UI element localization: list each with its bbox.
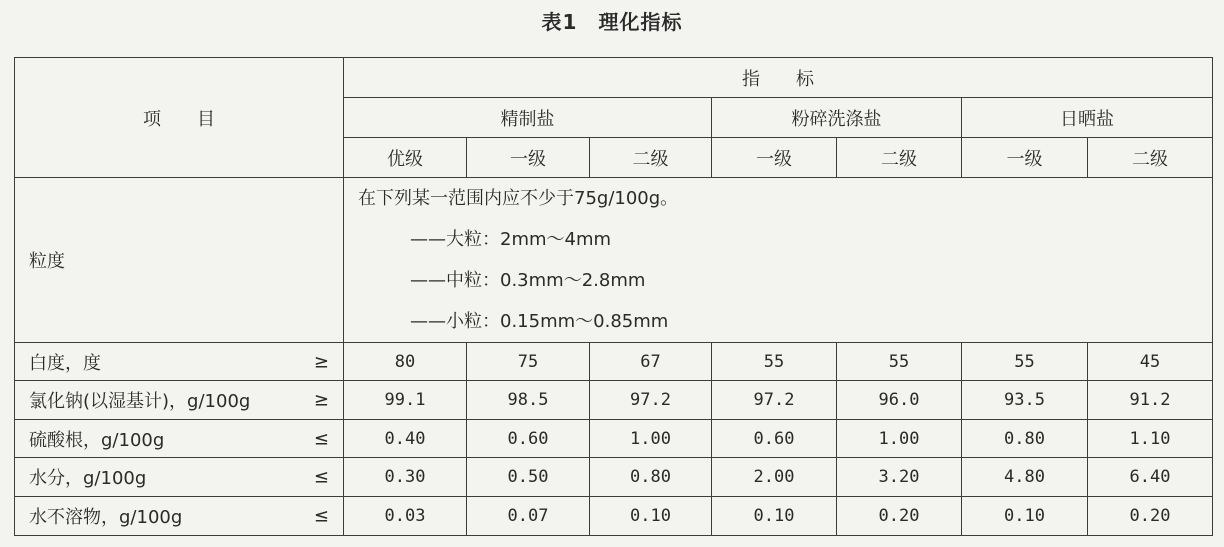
header-item: 项 目 [15, 58, 344, 178]
row-label: 白度，度 [29, 352, 101, 374]
grade-cell: 一级 [962, 138, 1088, 178]
row-label-cell [15, 343, 344, 381]
group-sun-dried-salt: 日晒盐 [962, 98, 1213, 138]
row-label-cell [15, 497, 344, 536]
table-row [15, 343, 1213, 381]
grade-cell: 二级 [590, 138, 712, 178]
table-row [15, 497, 1213, 536]
value-cell: 1.00 [590, 420, 712, 458]
value-cell: 91.2 [1088, 381, 1213, 420]
granularity-line: ——中粒：0.3mm～2.8mm [410, 270, 646, 291]
value-cell: 0.60 [467, 420, 590, 458]
grade-cell: 二级 [837, 138, 962, 178]
table-row [15, 420, 1213, 458]
row-label: 氯化钠(以湿基计)，g/100g [29, 391, 251, 412]
value-cell: 97.2 [712, 381, 837, 420]
value-cell: 0.80 [590, 458, 712, 497]
value-cell: 2.00 [712, 458, 837, 497]
value-cell: 0.80 [962, 420, 1088, 458]
granularity-line: ——小粒：0.15mm～0.85mm [410, 311, 669, 332]
row-label-cell [15, 381, 344, 420]
value-cell: 75 [467, 343, 590, 381]
value-cell: 0.30 [344, 458, 467, 497]
grade-cell: 优级 [344, 138, 467, 178]
value-cell: 1.10 [1088, 420, 1213, 458]
row-label: 水分，g/100g [29, 468, 147, 489]
comparison-symbol: ≥ [313, 389, 329, 411]
value-cell: 0.03 [344, 497, 467, 536]
table-title: 表1 理化指标 [541, 10, 683, 34]
value-cell: 0.20 [837, 497, 962, 536]
value-cell: 97.2 [590, 381, 712, 420]
comparison-symbol: ≤ [313, 505, 329, 527]
value-cell: 3.20 [837, 458, 962, 497]
value-cell: 6.40 [1088, 458, 1213, 497]
grade-cell: 一级 [712, 138, 837, 178]
granularity-line: 在下列某一范围内应不少于75g/100g。 [358, 188, 679, 209]
value-cell: 0.50 [467, 458, 590, 497]
value-cell: 4.80 [962, 458, 1088, 497]
granularity-label: 粒度 [15, 178, 344, 343]
row-label: 硫酸根，g/100g [29, 429, 165, 451]
value-cell: 67 [590, 343, 712, 381]
value-cell: 0.20 [1088, 497, 1213, 536]
value-cell: 55 [837, 343, 962, 381]
grade-cell: 一级 [467, 138, 590, 178]
row-label: 水不溶物，g/100g [29, 507, 183, 528]
value-cell: 55 [962, 343, 1088, 381]
value-cell: 0.10 [590, 497, 712, 536]
value-cell: 98.5 [467, 381, 590, 420]
value-cell: 0.07 [467, 497, 590, 536]
value-cell: 1.00 [837, 420, 962, 458]
comparison-symbol: ≤ [313, 428, 329, 449]
comparison-symbol: ≤ [313, 466, 329, 488]
value-cell: 0.40 [344, 420, 467, 458]
value-cell: 0.60 [712, 420, 837, 458]
granularity-spec [344, 178, 1213, 343]
granularity-line: ——大粒：2mm～4mm [410, 229, 612, 250]
group-crushed-washed-salt: 粉碎洗涤盐 [712, 98, 962, 138]
granularity-row [15, 178, 1213, 343]
table-row [15, 381, 1213, 420]
value-cell: 45 [1088, 343, 1213, 381]
row-label-cell [15, 458, 344, 497]
group-refined-salt: 精制盐 [344, 98, 712, 138]
value-cell: 0.10 [712, 497, 837, 536]
value-cell: 93.5 [962, 381, 1088, 420]
value-cell: 99.1 [344, 381, 467, 420]
comparison-symbol: ≥ [313, 351, 329, 372]
value-cell: 96.0 [837, 381, 962, 420]
physicochemical-table [14, 57, 1213, 536]
value-cell: 80 [344, 343, 467, 381]
row-label-cell [15, 420, 344, 458]
grade-cell: 二级 [1088, 138, 1213, 178]
table-row [15, 458, 1213, 497]
value-cell: 0.10 [962, 497, 1088, 536]
value-cell: 55 [712, 343, 837, 381]
header-indicator: 指 标 [344, 58, 1213, 98]
